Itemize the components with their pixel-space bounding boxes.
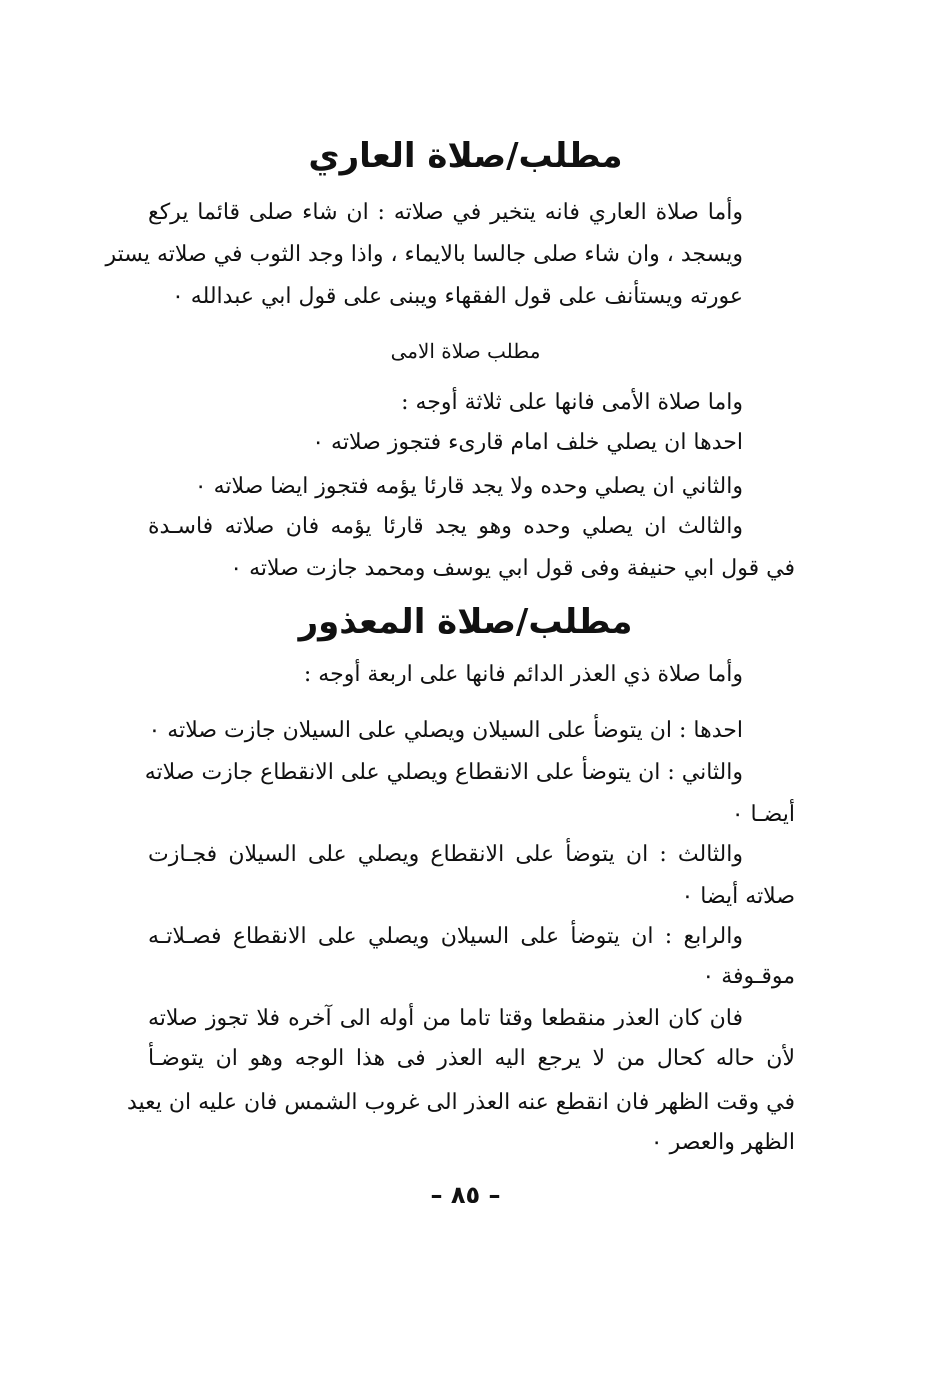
paragraph-line: وأما صلاة ذي العذر الدائم فانها على اربعة أوجه : [303,662,743,687]
paragraph-line: موقـوفة ٠ [702,964,795,989]
paragraph-line: احدها ان يصلي خلف امام قارىء فتجوز صلاته ٠ [312,430,743,455]
paragraph-line: احدها : ان يتوضأ على السيلان ويصلي على السيلان جازت صلاته ٠ [148,718,743,743]
paragraph-line: أيضـا ٠ [731,802,795,827]
paragraph-line: لأن حاله كحال من لا يرجع اليه العذر فى هذا الوجه وهو ان يتوضـأ [148,1046,795,1071]
paragraph-line: عورته ويستأنف على قول الفقهاء ويبنى على قول ابي عبدالله ٠ [171,284,743,309]
paragraph-line: فان كان العذر منقطعا وقتا تاما من أوله الى آخره فلا تجوز صلاته [148,1006,743,1031]
page-number: – ٨٥ – [430,1181,501,1209]
section-heading-excused-prayer: مطلب/صلاة المعذور [298,602,633,642]
paragraph-line: وأما صلاة العاري فانه يتخير في صلاته : ان شاء صلى قائما يركع [148,200,743,225]
paragraph-line: في قول ابي حنيفة وفى قول ابي يوسف ومحمد جازت صلاته ٠ [230,556,795,581]
paragraph-line: والثالث : ان يتوضأ على الانقطاع ويصلي على السيلان فجـازت [148,842,743,867]
paragraph-line: والرابع : ان يتوضأ على السيلان ويصلي على الانقطاع فصـلاتـه [148,924,743,949]
paragraph-line: ويسجد ، وان شاء صلى جالسا بالايماء ، واذا وجد الثوب في صلاته يستر [105,242,743,267]
paragraph-line: الظهر والعصر ٠ [650,1130,795,1155]
paragraph-line: والثالث ان يصلي وحده وهو يجد قارئا يؤمه فان صلاته فاسـدة [148,514,743,539]
paragraph-line: والثاني ان يصلي وحده ولا يجد قارئا يؤمه فتجوز ايضا صلاته ٠ [194,474,743,499]
paragraph-line: في وقت الظهر فان انقطع عنه العذر الى غروب الشمس فان عليه ان يعيد [126,1090,795,1115]
section-subheading-illiterate-prayer: مطلب صلاة الامى [390,339,541,363]
paragraph-line: صلاته أيضا ٠ [681,884,795,909]
section-heading-naked-prayer: مطلب/صلاة العاري [308,136,623,176]
paragraph-line: واما صلاة الأمى فانها على ثلاثة أوجه : [401,390,743,415]
paragraph-line: والثاني : ان يتوضأ على الانقطاع ويصلي على الانقطاع جازت صلاته [144,760,743,785]
